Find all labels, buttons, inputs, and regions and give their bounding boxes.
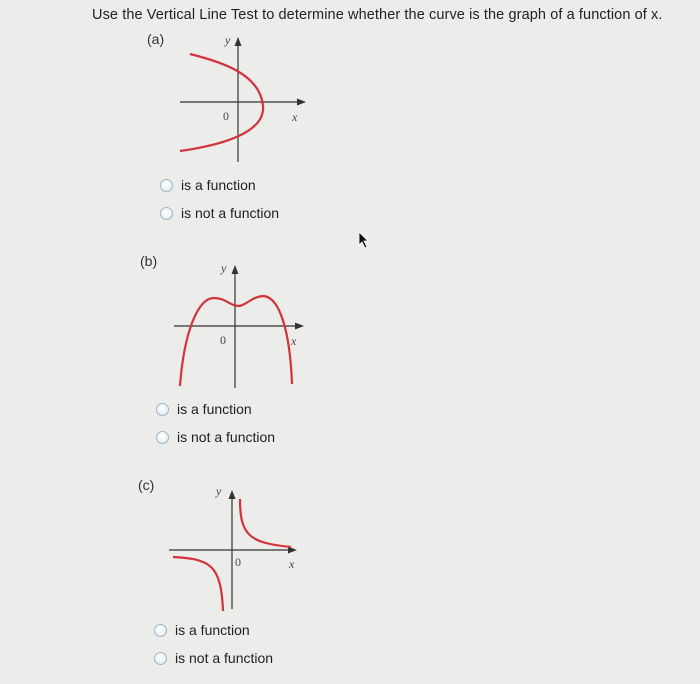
radio-c-function[interactable] xyxy=(154,624,167,637)
option-a-function-label: is a function xyxy=(181,177,256,193)
option-b-function[interactable] xyxy=(156,401,252,417)
option-c-not-function-label: is not a function xyxy=(175,650,274,666)
graph-c-y-arrow xyxy=(229,490,236,499)
graph-b-x-arrow xyxy=(295,323,304,330)
radio-a-not-function[interactable] xyxy=(160,207,173,220)
graph-b-curve xyxy=(180,296,292,386)
radio-c-not-function[interactable] xyxy=(154,652,167,665)
option-b-not-function-label: is not a function xyxy=(177,429,276,445)
option-c-function[interactable] xyxy=(154,622,250,638)
mouse-cursor-icon xyxy=(356,230,372,250)
part-c-label: (c) xyxy=(138,477,155,493)
graph-b-y-arrow xyxy=(232,265,239,274)
graph-b-x-label: x xyxy=(291,334,297,348)
graph-b-y-label: y xyxy=(221,261,227,275)
graph-a-x-label: x xyxy=(292,110,298,124)
graph-a-x-arrow xyxy=(297,99,306,106)
option-a-not-function-label: is not a function xyxy=(181,205,280,221)
radio-b-function[interactable] xyxy=(156,403,169,416)
graph-c-y-label: y xyxy=(216,484,222,498)
graph-c-curve-left xyxy=(173,557,223,611)
option-a-function[interactable] xyxy=(160,177,256,193)
part-b-label: (b) xyxy=(140,253,158,269)
option-b-not-function[interactable] xyxy=(156,429,275,445)
option-b-function-label: is a function xyxy=(177,401,252,417)
graph-b-origin: 0 xyxy=(220,333,226,347)
part-a-label: (a) xyxy=(147,31,165,47)
graph-b xyxy=(168,252,313,392)
option-c-function-label: is a function xyxy=(175,622,250,638)
radio-b-not-function[interactable] xyxy=(156,431,169,444)
graph-a-origin: 0 xyxy=(223,109,229,123)
question-prompt: Use the Vertical Line Test to determine whether the curve is the graph of a function of x. xyxy=(92,7,663,23)
graph-c-curve-right xyxy=(240,499,291,547)
graph-c xyxy=(165,477,310,617)
graph-a-y-label: y xyxy=(225,33,231,47)
option-c-not-function[interactable] xyxy=(154,650,273,666)
graph-a-y-arrow xyxy=(235,37,242,46)
option-a-not-function[interactable] xyxy=(160,205,279,221)
radio-a-function[interactable] xyxy=(160,179,173,192)
graph-c-origin: 0 xyxy=(235,555,241,569)
graph-a xyxy=(170,28,320,168)
graph-c-x-label: x xyxy=(289,557,295,571)
